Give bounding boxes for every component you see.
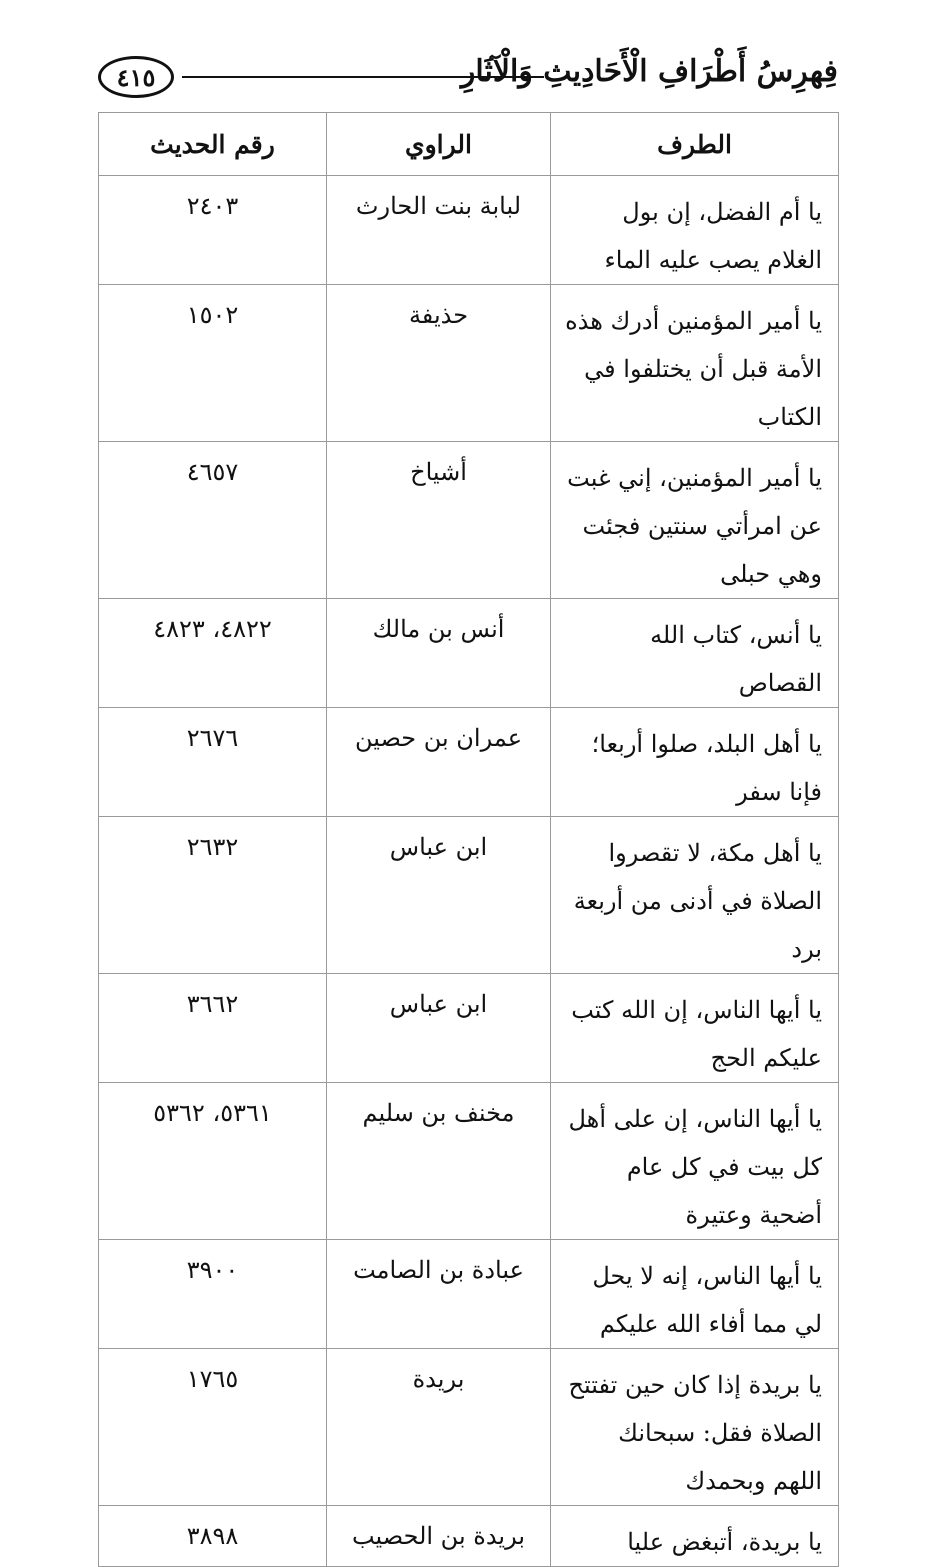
number-cell: ٢٤٠٣ <box>99 176 327 285</box>
table-row <box>99 1506 839 1567</box>
number-cell: ١٥٠٢ <box>99 285 327 442</box>
number-cell: ٤٨٢٢، ٤٨٢٣ <box>99 599 327 708</box>
number-cell: ٢٦٧٦ <box>99 708 327 817</box>
running-title: فِهرِسُ أَطْرَافِ الْأَحَادِيثِ وَالْآثَارِ <box>460 54 838 89</box>
taraf-cell: يا بريدة، أتبغض عليا <box>551 1506 839 1567</box>
table-row <box>99 442 839 599</box>
table-header-row <box>99 113 839 176</box>
taraf-cell: يا أنس، كتاب الله القصاص <box>551 599 839 708</box>
taraf-cell: يا أيها الناس، إن على أهل كل بيت في كل عام أضحية وعتيرة <box>551 1083 839 1240</box>
header-rule <box>182 76 544 78</box>
taraf-cell: يا أهل مكة، لا تقصروا الصلاة في أدنى من أربعة برد <box>551 817 839 974</box>
rawi-cell: بريدة بن الحصيب <box>327 1506 551 1567</box>
table-row <box>99 599 839 708</box>
page-number: ٤١٥ <box>98 56 174 98</box>
table-row <box>99 974 839 1083</box>
table-row <box>99 1349 839 1506</box>
rawi-cell: عبادة بن الصامت <box>327 1240 551 1349</box>
rawi-cell: عمران بن حصين <box>327 708 551 817</box>
rawi-cell: أشياخ <box>327 442 551 599</box>
rawi-cell: أنس بن مالك <box>327 599 551 708</box>
taraf-cell: يا بريدة إذا كان حين تفتتح الصلاة فقل: سبحانك اللهم وبحمدك <box>551 1349 839 1506</box>
table-row <box>99 176 839 285</box>
number-cell: ٢٦٣٢ <box>99 817 327 974</box>
column-header-number: رقم الحديث <box>99 113 327 176</box>
column-header-rawi: الراوي <box>327 113 551 176</box>
column-header-taraf: الطرف <box>551 113 839 176</box>
table-row <box>99 708 839 817</box>
table-row <box>99 817 839 974</box>
hadith-index-table <box>98 112 839 1567</box>
taraf-cell: يا أهل البلد، صلوا أربعا؛ فإنا سفر <box>551 708 839 817</box>
taraf-cell: يا أمير المؤمنين أدرك هذه الأمة قبل أن يختلفوا في الكتاب <box>551 285 839 442</box>
rawi-cell: ابن عباس <box>327 817 551 974</box>
table-row <box>99 285 839 442</box>
number-cell: ١٧٦٥ <box>99 1349 327 1506</box>
table-row <box>99 1240 839 1349</box>
taraf-cell: يا أيها الناس، إنه لا يحل لي مما أفاء الله عليكم <box>551 1240 839 1349</box>
page-header <box>98 44 838 110</box>
number-cell: ٣٦٦٢ <box>99 974 327 1083</box>
number-cell: ٣٨٩٨ <box>99 1506 327 1567</box>
number-cell: ٤٦٥٧ <box>99 442 327 599</box>
taraf-cell: يا أمير المؤمنين، إني غبت عن امرأتي سنتين فجئت وهي حبلى <box>551 442 839 599</box>
rawi-cell: حذيفة <box>327 285 551 442</box>
taraf-cell: يا أيها الناس، إن الله كتب عليكم الحج <box>551 974 839 1083</box>
number-cell: ٥٣٦١، ٥٣٦٢ <box>99 1083 327 1240</box>
rawi-cell: ابن عباس <box>327 974 551 1083</box>
number-cell: ٣٩٠٠ <box>99 1240 327 1349</box>
table-row <box>99 1083 839 1240</box>
rawi-cell: بريدة <box>327 1349 551 1506</box>
taraf-cell: يا أم الفضل، إن بول الغلام يصب عليه الماء <box>551 176 839 285</box>
rawi-cell: لبابة بنت الحارث <box>327 176 551 285</box>
rawi-cell: مخنف بن سليم <box>327 1083 551 1240</box>
